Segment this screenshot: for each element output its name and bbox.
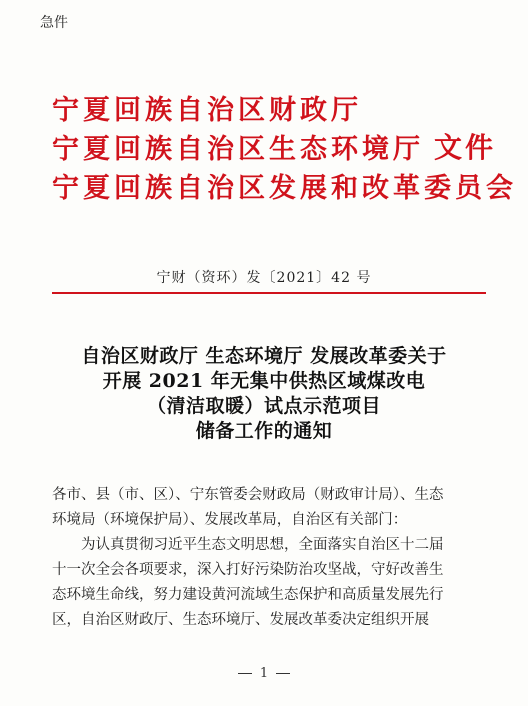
issuer-row-2 <box>52 127 497 166</box>
page-number-value: 1 <box>259 666 269 681</box>
body-line: 十一次全会各项要求，深入打好污染防治攻坚战，守好改善生 <box>52 562 444 578</box>
title-line: 自治区财政厅 生态环境厅 发展改革委关于 <box>81 345 447 367</box>
issuer-header <box>52 88 517 205</box>
document-body <box>52 483 492 633</box>
document-title <box>40 344 488 444</box>
issuer-development: 宁夏回族自治区发展和改革委员会 <box>52 173 517 204</box>
dash-left <box>238 673 252 674</box>
red-divider <box>52 292 486 294</box>
issuer-row-1 <box>52 88 492 127</box>
body-line: 区，自治区财政厅、生态环境厅、发展改革委决定组织开展 <box>52 612 429 628</box>
document-number: 宁财（资环）发〔2021〕42 号 <box>156 270 372 286</box>
addressee-line: 环境局（环境保护局）、发展改革局，自治区有关部门： <box>52 512 408 528</box>
body-line: 态环境生命线，努力建设黄河流域生态保护和高质量发展先行 <box>52 587 444 603</box>
issuer-finance: 宁夏回族自治区财政厅 <box>52 95 362 126</box>
title-line: 储备工作的通知 <box>195 420 333 442</box>
page-number <box>0 666 528 681</box>
title-line: 开展 2021 年无集中供热区域煤改电 <box>102 370 426 392</box>
body-line: 为认真贯彻习近平生态文明思想，全面落实自治区十二届 <box>81 537 444 553</box>
urgency-label: 急件 <box>40 15 68 31</box>
issuer-environment: 宁夏回族自治区生态环境厅 <box>52 134 424 165</box>
title-line: （清洁取暖）试点示范项目 <box>146 395 381 417</box>
document-type-label: 文件 <box>434 131 497 164</box>
issuer-row-3 <box>52 166 517 205</box>
dash-right <box>276 673 290 674</box>
addressee-line: 各市、县（市、区）、宁东管委会财政局（财政审计局）、生态 <box>52 487 444 503</box>
